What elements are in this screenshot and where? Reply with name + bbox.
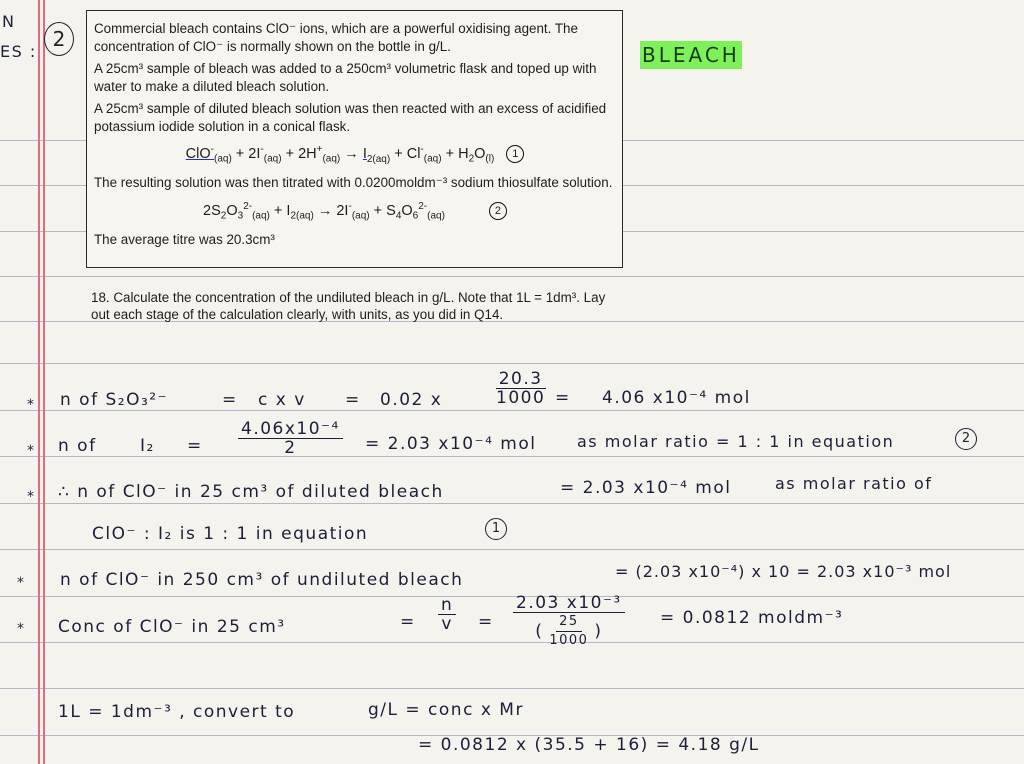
line1-equals: = [222,390,238,410]
ruled-line [0,276,1024,277]
line6-numerator: 2.03 x10⁻³ [513,594,625,613]
margin-line [43,0,45,764]
question-number-circle: 2 [44,22,74,56]
titration-paragraph: The resulting solution was then titrated with 0.0200moldm⁻³ sodium thiosulfate solution. [94,175,613,191]
ruled-line [0,549,1024,550]
line2-denominator: 2 [284,438,297,458]
line6-den-denominator: 1000 [549,633,589,648]
line6-fraction [510,594,628,650]
line1-numerator: 20.3 [496,370,546,389]
line1-value: 0.02 x [380,390,443,410]
line5-lhs: n of ClO⁻ in 250 cm³ of undiluted bleach [60,570,464,590]
line3-note: as molar ratio of [775,474,933,493]
line3-result: = 2.03 x10⁻⁴ mol [560,478,732,498]
line1-result: 4.06 x10⁻⁴ mol [602,388,751,408]
bullet-star: * [27,443,34,459]
equation-1-number: 1 [506,145,524,163]
line6-nv-fraction [435,596,459,633]
line2-lhs: n of [58,436,97,456]
margin-letters-es: ES : [0,42,37,61]
question-18: 18. Calculate the concentration of the undiluted bleach in g/L. Note that 1L = 1dm³. Lay out each stage of the calculation clearly, with units, as you did in Q14. [91,290,606,322]
line1-denominator: 1000 [496,388,546,408]
line7-lhs: 1L = 1dm⁻³ , convert to [58,702,296,722]
dilution-paragraph: A 25cm³ sample of bleach was added to a 250cm³ volumetric flask and toped up with water to make a diluted bleach solution. [94,61,597,94]
equation-2: $2S_2O_3^{2-}_{(aq)} + I_{2(aq)} \to 2I^-_{(aq)} + S_4O_6^{2-}_{(aq)}$ 2 [94,198,616,225]
line6-equals: = [400,612,416,632]
ruled-line [0,363,1024,364]
line7-formula: g/L = conc x Mr [368,700,524,720]
line4-text: ClO⁻ : I₂ is 1 : 1 in equation [92,524,369,544]
line6-denominator: ( $\frac{25}{1000}$ ) [535,614,603,648]
line2-i2: I₂ [140,436,155,456]
line1-lhs: n of S₂O₃²⁻ [60,390,169,410]
line1-fraction [490,370,551,407]
bullet-star: * [17,575,24,591]
line5-result: = (2.03 x10⁻⁴) x 10 = 2.03 x10⁻³ mol [615,562,952,581]
line8-final: = 0.0812 x (35.5 + 16) = 4.18 g/L [418,735,760,755]
line2-fraction [235,420,346,457]
line6-equals-2: = [478,612,494,632]
bleach-heading: BLEACH [642,43,740,67]
line1-equals-2: = [345,390,361,410]
line2-numerator: 4.06x10⁻⁴ [238,420,343,439]
equation-2-number: 2 [489,202,507,220]
line2-note: as molar ratio = 1 : 1 in equation [577,432,895,451]
ruled-line [0,688,1024,689]
line1-cv: c x v [258,390,306,410]
margin-line [38,0,40,764]
line6-v: v [441,614,453,634]
reaction-paragraph: A 25cm³ sample of diluted bleach solution was then reacted with an excess of acidified potassium iodide solution in a conical flask. [94,101,607,134]
margin-letter-n: N [2,12,16,31]
line6-lhs: Conc of ClO⁻ in 25 cm³ [58,617,286,637]
ruled-line [0,503,1024,504]
line6-den-numerator: 25 [556,613,582,632]
ruled-line [0,410,1024,411]
line6-result: = 0.0812 moldm⁻³ [660,608,844,628]
line4-circled-1: 1 [485,518,507,540]
bullet-star: * [27,489,34,505]
line2-result: = 2.03 x10⁻⁴ mol [365,434,537,454]
line3-lhs: ∴ n of ClO⁻ in 25 cm³ of diluted bleach [58,482,444,502]
equation-1: $ClO^-_{(aq)} + 2I^-_{(aq)} + 2H^+_{(aq)} \to I_{2(aq)} + Cl^-_{(aq)} + H_2O_{(l)}$ 1 [94,141,616,168]
ruled-line [0,456,1024,457]
line1-equals-3: = [555,388,571,408]
bullet-star: * [27,397,34,413]
line2-equals: = [187,436,203,456]
intro-paragraph: Commercial bleach contains ClO⁻ ions, which are a powerful oxidising agent. The concentration of ClO⁻ is normally shown on the bottle in g/L. [94,21,578,54]
question-box [86,10,623,268]
line6-n: n [438,596,456,615]
titre-paragraph: The average titre was 20.3cm³ [94,231,275,247]
bullet-star: * [17,621,24,637]
line2-circled-2: 2 [955,428,977,450]
